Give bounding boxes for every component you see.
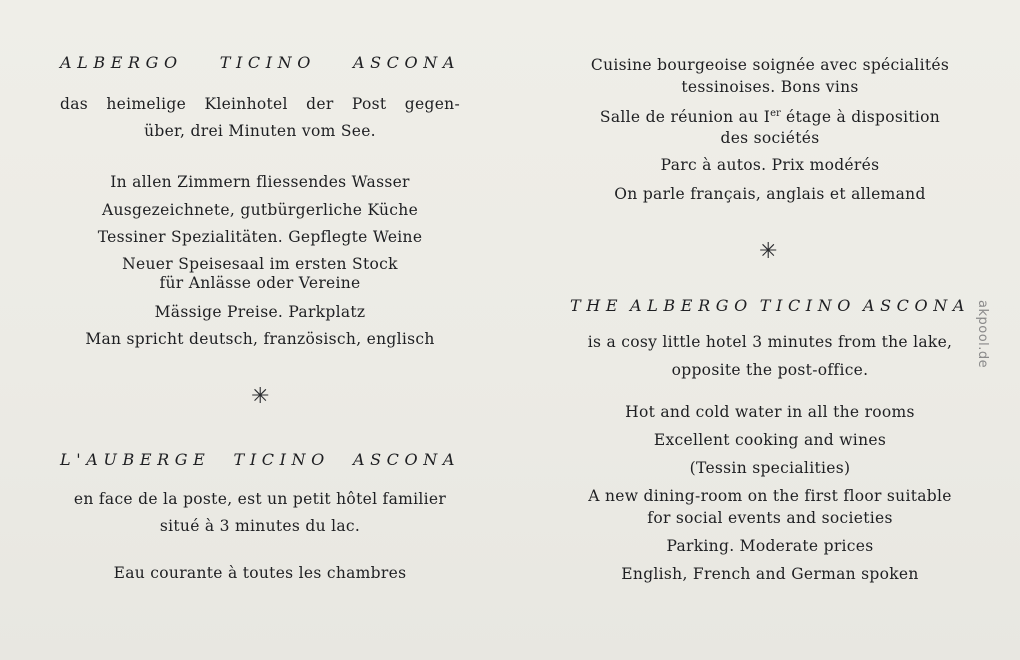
english-feature: Excellent cooking and wines — [653, 431, 887, 449]
english-feature: for social events and societies — [647, 509, 893, 527]
english-title — [570, 295, 970, 317]
french-feature: des sociétés — [720, 129, 820, 147]
german-intro-line: das heimelige Kleinhotel der Post gegen- — [60, 95, 460, 113]
title-word: ASCONA — [352, 450, 460, 469]
french-title — [60, 449, 460, 471]
french-intro-line: situé à 3 minutes du lac. — [159, 517, 361, 535]
english-intro-line: is a cosy little hotel 3 minutes from the lake, — [587, 333, 953, 351]
title-word: ASCONA — [352, 53, 460, 72]
superscript: er — [770, 108, 781, 119]
german-feature: Man spricht deutsch, französisch, englisch — [85, 330, 435, 348]
french-intro-line: en face de la poste, est un petit hôtel familier — [73, 490, 447, 508]
title-word: TICINO — [759, 296, 857, 315]
title-word: L'AUBERGE — [60, 450, 211, 469]
title-word: THE — [570, 296, 624, 315]
english-feature: English, French and German spoken — [621, 565, 919, 583]
title-word: TICINO — [233, 450, 330, 469]
text-part: Salle de réunion au I — [599, 108, 771, 126]
english-intro-line: opposite the post-office. — [671, 361, 869, 379]
french-feature: On parle français, anglais et allemand — [614, 185, 926, 203]
french-feature: Cuisine bourgeoise soignée avec spécialités — [590, 56, 950, 74]
title-word: ASCONA — [862, 296, 970, 315]
german-feature: In allen Zimmern fliessendes Wasser — [110, 173, 410, 191]
english-feature: (Tessin specialities) — [689, 459, 851, 477]
german-feature: Tessiner Spezialitäten. Gepflegte Weine — [97, 228, 423, 246]
french-feature — [570, 104, 970, 127]
watermark-text: akpool.de — [975, 300, 990, 369]
title-word: ALBERGO — [60, 53, 183, 72]
french-feature: tessinoises. Bons vins — [681, 78, 859, 96]
german-feature: Ausgezeichnete, gutbürgerliche Küche — [101, 201, 419, 219]
title-word: ALBERGO — [630, 296, 753, 315]
english-feature: Parking. Moderate prices — [666, 537, 874, 555]
german-feature: Neuer Speisesaal im ersten Stock — [122, 255, 398, 273]
german-feature: Mässige Preise. Parkplatz — [154, 303, 366, 321]
english-feature: Hot and cold water in all the rooms — [625, 403, 915, 421]
german-intro-line: über, drei Minuten vom See. — [144, 122, 376, 140]
text-part: étage à disposition — [780, 108, 941, 126]
english-feature: A new dining-room on the first floor suitable — [588, 487, 952, 505]
french-feature: Parc à autos. Prix modérés — [660, 156, 880, 174]
german-title — [60, 52, 460, 74]
title-word: TICINO — [219, 53, 316, 72]
asterisk-divider-icon: ✳ — [759, 239, 778, 264]
asterisk-divider-icon: ✳ — [251, 384, 270, 409]
french-feature: Eau courante à toutes les chambres — [113, 564, 407, 582]
german-feature: für Anlässe oder Vereine — [159, 274, 361, 292]
